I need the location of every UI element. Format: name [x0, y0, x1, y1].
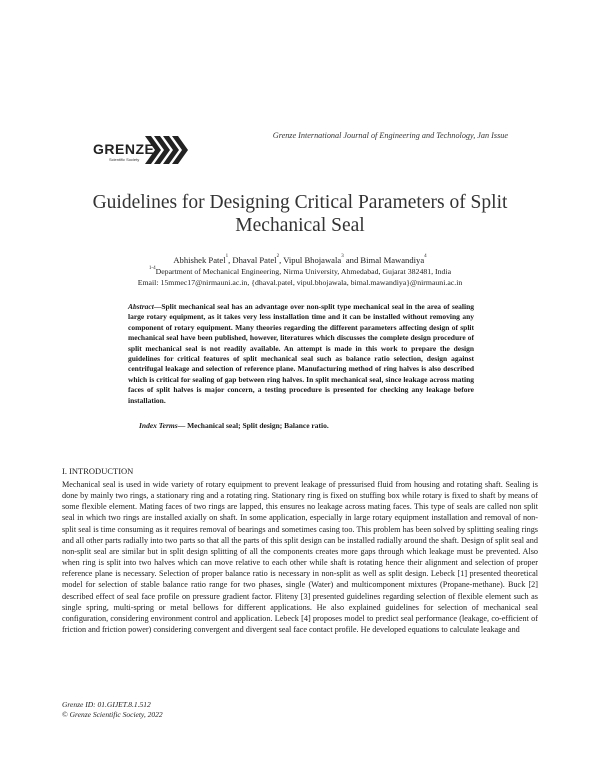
author-name: Vipul Bhojawala — [283, 255, 342, 265]
logo-subtitle: Scientific Society — [109, 157, 140, 162]
copyright: © Grenze Scientific Society, 2022 — [62, 709, 163, 719]
affiliation — [0, 267, 600, 276]
author-name: Abhishek Patel — [173, 255, 226, 265]
author-mark: 2 — [276, 254, 280, 259]
footer — [62, 700, 163, 719]
author-name: Bimal Mawandiya — [360, 255, 425, 265]
grenze-id: Grenze ID: 01.GIJET.8.1.512 — [62, 700, 151, 709]
section-heading: I. INTRODUCTION — [62, 466, 134, 476]
paper-title: Guidelines for Designing Critical Parameters of Split Mechanical Seal — [92, 192, 508, 236]
email-line: Email: 15mmec17@nirmauni.ac.in, {dhaval.patel, vipul.bhojawala, bimal.mawandiya}@nirmauni.ac.in — [137, 278, 463, 287]
grenze-logo — [93, 134, 188, 166]
abstract-label: Abstract — [128, 302, 154, 311]
affiliation-text: Department of Mechanical Engineering, Nirma University, Ahmedabad, Gujarat 382481, India — [155, 267, 452, 276]
author-mark: 4 — [424, 254, 427, 259]
chevrons-icon — [145, 134, 189, 166]
abstract — [128, 302, 474, 406]
author-name: Dhaval Patel — [232, 255, 277, 265]
abstract-text: —Split mechanical seal has an advantage over non-split type mechanical seal in the area of sealing large rotary equipment, as it takes very less installation time and it can be installed without removing any component of rotary equipment. Many theories regarding the different parameters affecting design of split mechanical seal have been published, however, literatures which discusses the complete design procedure of split mechanical seal is not readily available. An attempt is made in this work to prepare the design guidelines for critical features of split mechanical seal such as balance ratio selection, design against centrifugal leakage and selection of reference plane. Manufacturing method of ring halves is also described which is critical for sealing of gap between ring halves. In split mechanical seal, since leakage across mating faces of split halves is major concern, a testing procedure is presented for checking any leakage before installation. — [128, 302, 474, 405]
index-text: — Mechanical seal; Split design; Balance ratio. — [177, 421, 329, 430]
body-paragraph: Mechanical seal is used in wide variety of rotary equipment to prevent leakage of pressurised fluid from housing and rotating shaft. Sealing is done by mainly two rings, a stationary ring and a rotating ring. Stationary ring is fixed on stuffing box while rotary is fixed to shaft by means of some flexible element. Mating faces of two rings are lapped, this ensures no leakage across mating faces. This type of seals are called non split seal in which two rings are installed axially on shaft. In some application, especially in large rotary equipment installation and removal of non- split seal is time consuming as it requires removal of bearings and sometimes casing too. This problem has been solved by splitting sealing rings and all other parts radially into two parts so that all the parts of this split design can be installed radially around the shaft. Design of split seal and non-split seal are similar but in split design splitting of all the components creates more gaps through which leakage must be prevented. Also when ring is split into two halves which can move relative to each other while shaft is rotating hence their alignment and selection of proper reference plane is necessary. Selection of proper balance ratio is necessary in non-split as well as split design. Lebeck [1] presented theoretical model for selection of stable balance ratio range for two phases, single (Water) and multicomponent mixtures (Propane-methane). Buck [2] described effect of seal face profile on pressure gradient factor. Fliteny [3] presented guidelines regarding selection of flexible element such as single spring, multi-spring or metal bellows for different applications. He also explained guidelines for selection of mechanical seal configuration, considering environment control and application. Lebeck [4] proposes model to predict seal performance (leakage, co-efficient of friction and friction power) considering convergent and divergent seal face contact profile. He developed equations to calculate leakage and — [62, 480, 538, 635]
affiliation-mark: 1-4 — [148, 266, 156, 271]
author-mark: 3 — [341, 254, 344, 259]
author-mark: 1 — [225, 254, 229, 259]
index-terms — [139, 421, 329, 430]
index-label: Index Terms — [139, 421, 178, 430]
author-list: Abhishek Patel$^1$, Dhaval Patel$^2$, Vipul Bhojawala$^3$ and Bimal Mawandiya$^4$ — [173, 254, 427, 265]
journal-header: Grenze International Journal of Engineering and Technology, Jan Issue — [272, 131, 508, 140]
logo-word: GRENZE — [93, 141, 155, 157]
